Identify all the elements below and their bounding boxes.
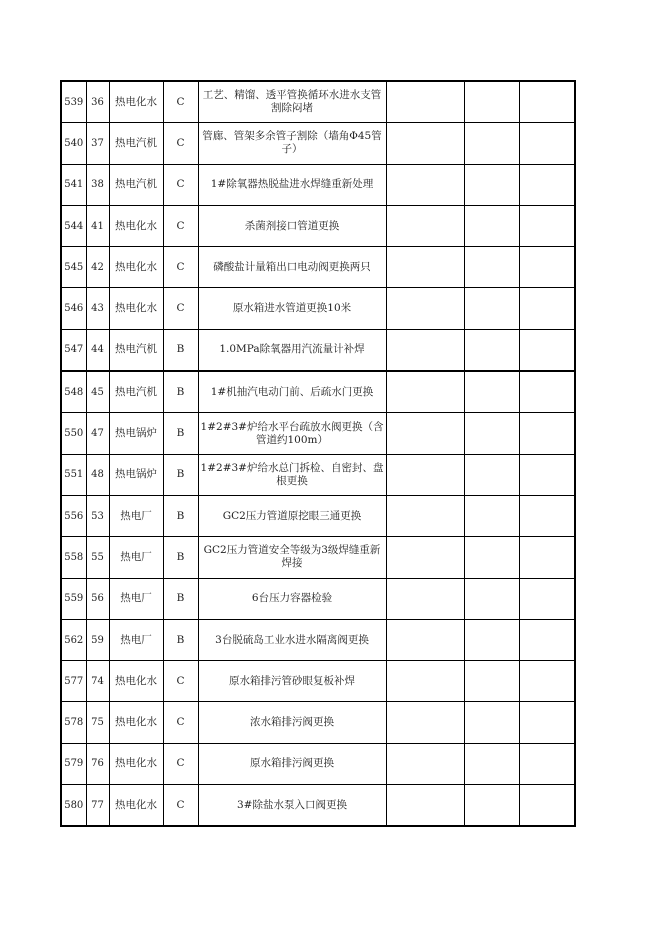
department-cell: 热电化水 [109,247,163,288]
row-id-cell: 578 [61,702,86,743]
empty-cell [519,743,575,784]
description-cell: 杀菌剂接口管道更换 [198,205,386,246]
row-id-cell: 562 [61,619,86,660]
seq-no-cell: 47 [86,413,109,454]
empty-cell [386,413,464,454]
empty-cell [386,743,464,784]
row-id-cell: 558 [61,537,86,578]
seq-no-cell: 36 [86,81,109,123]
department-cell: 热电厂 [109,495,163,536]
description-cell: GC2压力管道安全等级为3级焊缝重新焊接 [198,537,386,578]
empty-cell [464,288,519,329]
empty-cell [464,81,519,123]
empty-cell [464,619,519,660]
description-cell: 1#2#3#炉给水平台疏放水阀更换（含管道约100m） [198,413,386,454]
row-id-cell: 550 [61,413,86,454]
table-row [61,619,575,660]
empty-cell [519,205,575,246]
description-cell: 1#除氧器热脱盐进水焊缝重新处理 [198,164,386,205]
empty-cell [519,164,575,205]
seq-no-cell: 41 [86,205,109,246]
row-id-cell: 577 [61,661,86,702]
department-cell: 热电化水 [109,661,163,702]
description-cell: 管廊、管架多余管子割除（墙角Φ45管子） [198,123,386,164]
description-cell: 磷酸盐计量箱出口电动阀更换两只 [198,247,386,288]
table-row [61,702,575,743]
table-row [61,123,575,164]
empty-cell [386,81,464,123]
department-cell: 热电化水 [109,81,163,123]
empty-cell [464,247,519,288]
empty-cell [519,413,575,454]
department-cell: 热电化水 [109,288,163,329]
empty-cell [464,164,519,205]
seq-no-cell: 45 [86,371,109,413]
grade-cell: C [163,785,198,827]
department-cell: 热电厂 [109,537,163,578]
table-row [61,743,575,784]
row-id-cell: 547 [61,329,86,371]
table-row [61,661,575,702]
table-row [61,164,575,205]
empty-cell [386,329,464,371]
table-row [61,454,575,495]
seq-no-cell: 55 [86,537,109,578]
department-cell: 热电化水 [109,743,163,784]
table-row [61,329,575,371]
table-row [61,495,575,536]
empty-cell [386,702,464,743]
empty-cell [464,413,519,454]
empty-cell [519,123,575,164]
empty-cell [519,247,575,288]
description-cell: 1#机抽汽电动门前、后疏水门更换 [198,371,386,413]
empty-cell [386,619,464,660]
row-id-cell: 541 [61,164,86,205]
grade-cell: B [163,578,198,619]
empty-cell [464,123,519,164]
table-row [61,205,575,246]
empty-cell [386,495,464,536]
empty-cell [464,205,519,246]
empty-cell [386,247,464,288]
empty-cell [519,288,575,329]
grade-cell: C [163,702,198,743]
seq-no-cell: 37 [86,123,109,164]
table-row [61,288,575,329]
description-cell: 6台压力容器检验 [198,578,386,619]
description-cell: 工艺、精馏、透平管换循环水进水支管割除闷堵 [198,81,386,123]
empty-cell [386,578,464,619]
empty-cell [464,329,519,371]
empty-cell [464,454,519,495]
grade-cell: C [163,661,198,702]
table-row [61,247,575,288]
department-cell: 热电汽机 [109,371,163,413]
description-cell: 原水箱进水管道更换10米 [198,288,386,329]
department-cell: 热电化水 [109,702,163,743]
description-cell: 原水箱排污阀更换 [198,743,386,784]
seq-no-cell: 48 [86,454,109,495]
empty-cell [386,205,464,246]
grade-cell: B [163,454,198,495]
empty-cell [519,371,575,413]
empty-cell [464,785,519,827]
seq-no-cell: 75 [86,702,109,743]
empty-cell [386,537,464,578]
empty-cell [464,578,519,619]
seq-no-cell: 38 [86,164,109,205]
table-row [61,371,575,413]
row-id-cell: 556 [61,495,86,536]
department-cell: 热电汽机 [109,164,163,205]
seq-no-cell: 42 [86,247,109,288]
seq-no-cell: 43 [86,288,109,329]
empty-cell [386,371,464,413]
grade-cell: C [163,164,198,205]
department-cell: 热电厂 [109,578,163,619]
row-id-cell: 540 [61,123,86,164]
work-items-table [60,80,576,827]
empty-cell [464,702,519,743]
row-id-cell: 559 [61,578,86,619]
empty-cell [386,164,464,205]
grade-cell: B [163,413,198,454]
empty-cell [519,81,575,123]
empty-cell [386,123,464,164]
grade-cell: C [163,743,198,784]
seq-no-cell: 76 [86,743,109,784]
empty-cell [464,371,519,413]
description-cell: 原水箱排污管砂眼复板补焊 [198,661,386,702]
department-cell: 热电化水 [109,785,163,827]
empty-cell [519,785,575,827]
grade-cell: C [163,205,198,246]
description-cell: 1.0MPa除氧器用汽流量计补焊 [198,329,386,371]
empty-cell [386,785,464,827]
row-id-cell: 579 [61,743,86,784]
grade-cell: B [163,371,198,413]
grade-cell: C [163,247,198,288]
grade-cell: B [163,495,198,536]
empty-cell [519,578,575,619]
empty-cell [519,702,575,743]
department-cell: 热电锅炉 [109,454,163,495]
row-id-cell: 551 [61,454,86,495]
seq-no-cell: 77 [86,785,109,827]
description-cell: 1#2#3#炉给水总门拆检、自密封、盘根更换 [198,454,386,495]
table-row [61,537,575,578]
seq-no-cell: 56 [86,578,109,619]
table-row [61,413,575,454]
grade-cell: B [163,537,198,578]
empty-cell [386,288,464,329]
seq-no-cell: 53 [86,495,109,536]
empty-cell [519,661,575,702]
table-row [61,81,575,123]
empty-cell [464,537,519,578]
grade-cell: C [163,81,198,123]
row-id-cell: 539 [61,81,86,123]
department-cell: 热电化水 [109,205,163,246]
seq-no-cell: 74 [86,661,109,702]
empty-cell [386,454,464,495]
table-row [61,785,575,827]
empty-cell [519,537,575,578]
empty-cell [519,329,575,371]
empty-cell [464,495,519,536]
row-id-cell: 548 [61,371,86,413]
empty-cell [519,495,575,536]
empty-cell [386,661,464,702]
seq-no-cell: 44 [86,329,109,371]
department-cell: 热电厂 [109,619,163,660]
grade-cell: C [163,288,198,329]
description-cell: 3台脱硫岛工业水进水隔离阀更换 [198,619,386,660]
department-cell: 热电汽机 [109,123,163,164]
table-row [61,578,575,619]
row-id-cell: 580 [61,785,86,827]
department-cell: 热电锅炉 [109,413,163,454]
empty-cell [464,661,519,702]
grade-cell: B [163,329,198,371]
grade-cell: C [163,123,198,164]
department-cell: 热电汽机 [109,329,163,371]
row-id-cell: 545 [61,247,86,288]
description-cell: 浓水箱排污阀更换 [198,702,386,743]
grade-cell: B [163,619,198,660]
seq-no-cell: 59 [86,619,109,660]
row-id-cell: 546 [61,288,86,329]
empty-cell [519,454,575,495]
description-cell: GC2压力管道原挖眼三通更换 [198,495,386,536]
empty-cell [464,743,519,784]
empty-cell [519,619,575,660]
row-id-cell: 544 [61,205,86,246]
description-cell: 3#除盐水泵入口阀更换 [198,785,386,827]
